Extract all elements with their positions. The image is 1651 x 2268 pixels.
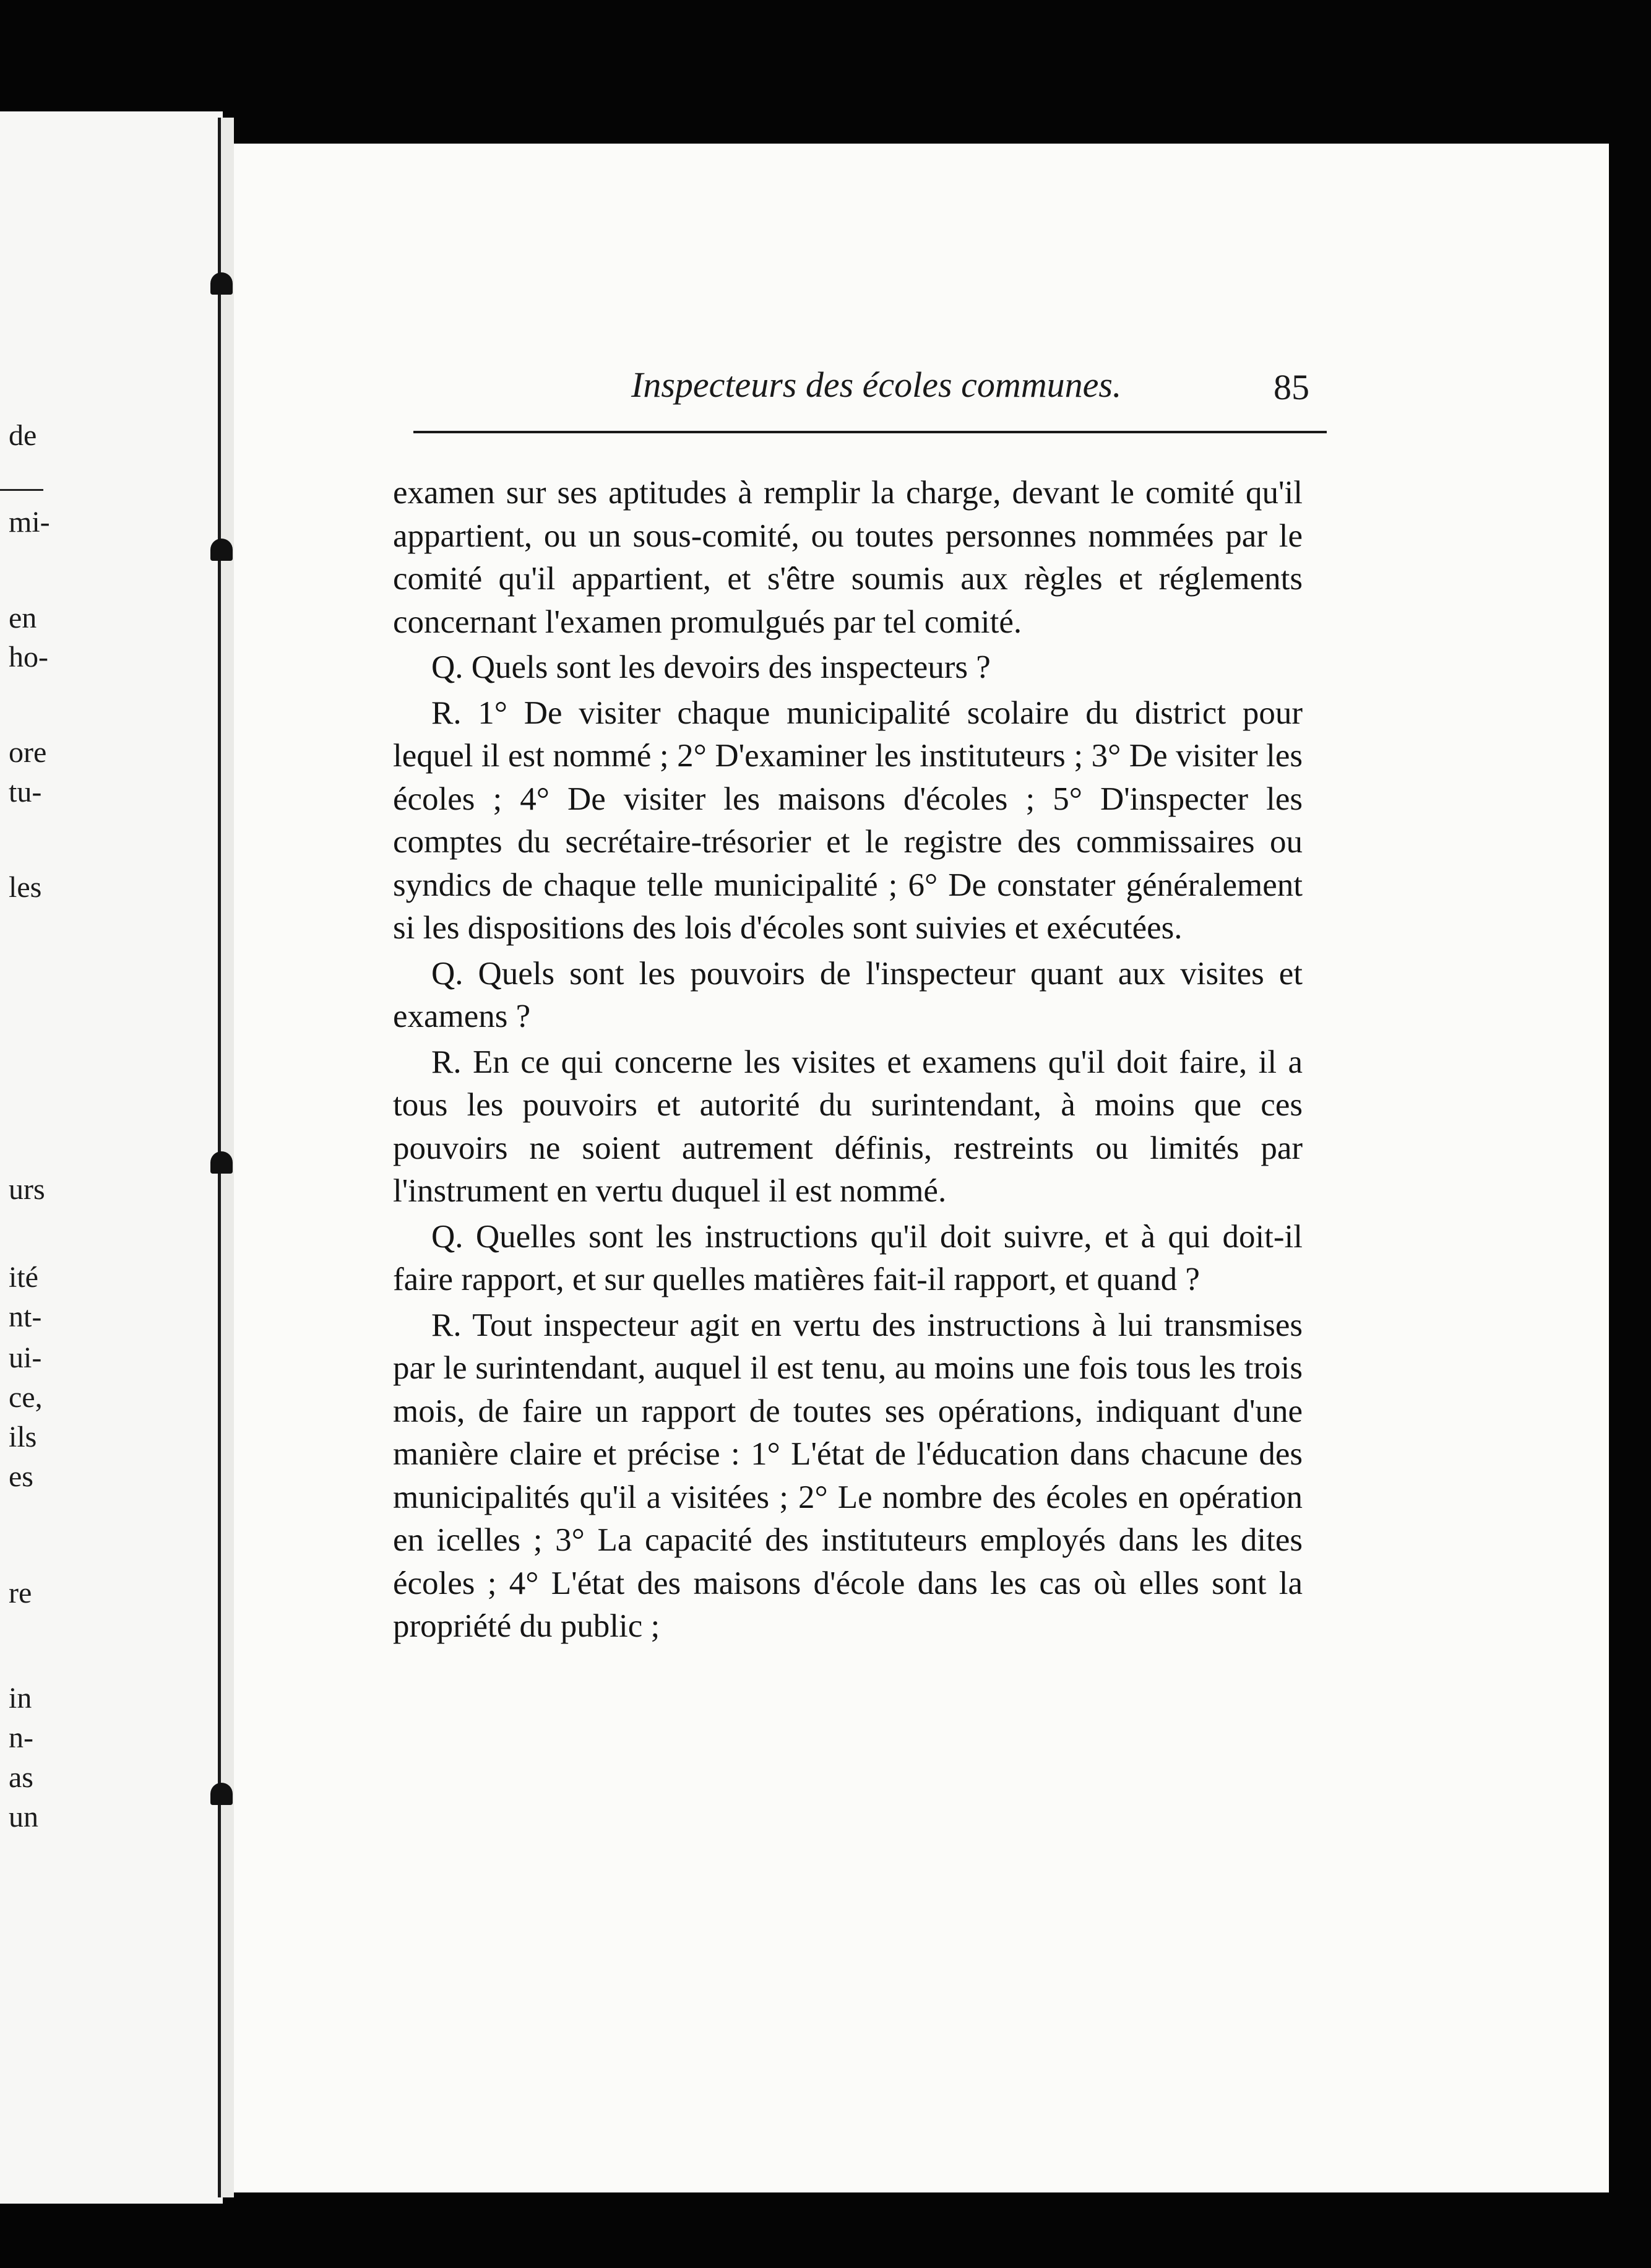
left-page-fragment: tu- [9, 776, 42, 808]
left-page-fragment: re [9, 1577, 32, 1609]
body-text [393, 472, 1303, 1651]
left-page-fragment: ils [9, 1421, 37, 1453]
header-rule [413, 431, 1327, 433]
paragraph-question: Q. Quels sont les pouvoirs de l'inspecteur quant aux visites et examens ? [393, 955, 1303, 1034]
left-page-fragment: ui- [9, 1341, 42, 1374]
left-page-fragment: les [9, 871, 42, 904]
paragraph-answer: R. En ce qui concerne les visites et examens qu'il doit faire, il a tous les pouvoirs et autorité du surintendant, à moins que ces pouvoirs ne soient autrement définis, restreints ou limités par l'instrument en vertu duquel il est nommé. [393, 1044, 1303, 1209]
left-page-fragment: un [9, 1801, 38, 1833]
previous-page-edge [0, 111, 223, 2204]
left-page-rule [0, 489, 43, 491]
paragraph-answer: R. Tout inspecteur agit en vertu des instructions à lui transmises par le surintendant, auquel il est tenu, au moins une fois tous les trois mois, de faire un rapport de toutes ses opérations, indiquant d'une manière claire et précise : 1° L'état de l'éducation dans chacune des municipalités qu'il a visitées ; 2° Le nombre des écoles en opération en icelles ; 3° La capacité des instituteurs employés dans les dites écoles ; 4° L'état des maisons d'école dans les cas où elles sont la propriété du public ; [393, 1307, 1303, 1644]
left-page-fragment: de [9, 419, 37, 452]
left-page-fragment: urs [9, 1173, 45, 1206]
binding-mark [210, 1151, 233, 1174]
paragraph-question: Q. Quelles sont les instructions qu'il doit suivre, et à qui doit-il faire rapport, et sur quelles matières fait-il rapport, et quand ? [393, 1218, 1303, 1297]
left-page-fragment: ore [9, 736, 47, 769]
paragraph: examen sur ses aptitudes à remplir la charge, devant le comité qu'il appartient, ou un sous-comité, ou toutes personnes nommées par le comité qu'il appartient, et s'être soumis aux règles et réglements concernant l'examen promulgués par tel comité. [393, 475, 1303, 640]
paragraph-answer: R. 1° De visiter chaque municipalité scolaire du district pour lequel il est nommé ; 2° D'examiner les instituteurs ; 3° De visiter les écoles ; 4° De visiter les maisons d'écoles ; 5° D'inspecter les comptes du secrétaire-trésorier et le registre des commissaires ou syndics de chaque telle municipalité ; 6° De constater généralement si les dispositions des lois d'écoles sont suivies et exécutées. [393, 695, 1303, 946]
left-page-fragment: n- [9, 1721, 33, 1754]
paragraph-question: Q. Quels sont les devoirs des inspecteurs ? [431, 649, 991, 685]
left-page-fragment: nt- [9, 1301, 42, 1333]
binding-mark [210, 272, 233, 295]
binding-mark [210, 1783, 233, 1805]
left-page-fragment: mi- [9, 506, 50, 539]
left-page-fragment: as [9, 1761, 33, 1794]
left-page-fragment: in [9, 1682, 32, 1715]
left-page-fragment: es [9, 1460, 33, 1493]
left-page-fragment: en [9, 602, 37, 634]
running-head: Inspecteurs des écoles communes. [631, 365, 1122, 405]
binding-mark [210, 539, 233, 561]
left-page-fragment: ce, [9, 1381, 43, 1414]
page-number: 85 [1274, 367, 1309, 407]
left-page-fragment: ité [9, 1261, 38, 1294]
left-page-fragment: ho- [9, 641, 48, 673]
